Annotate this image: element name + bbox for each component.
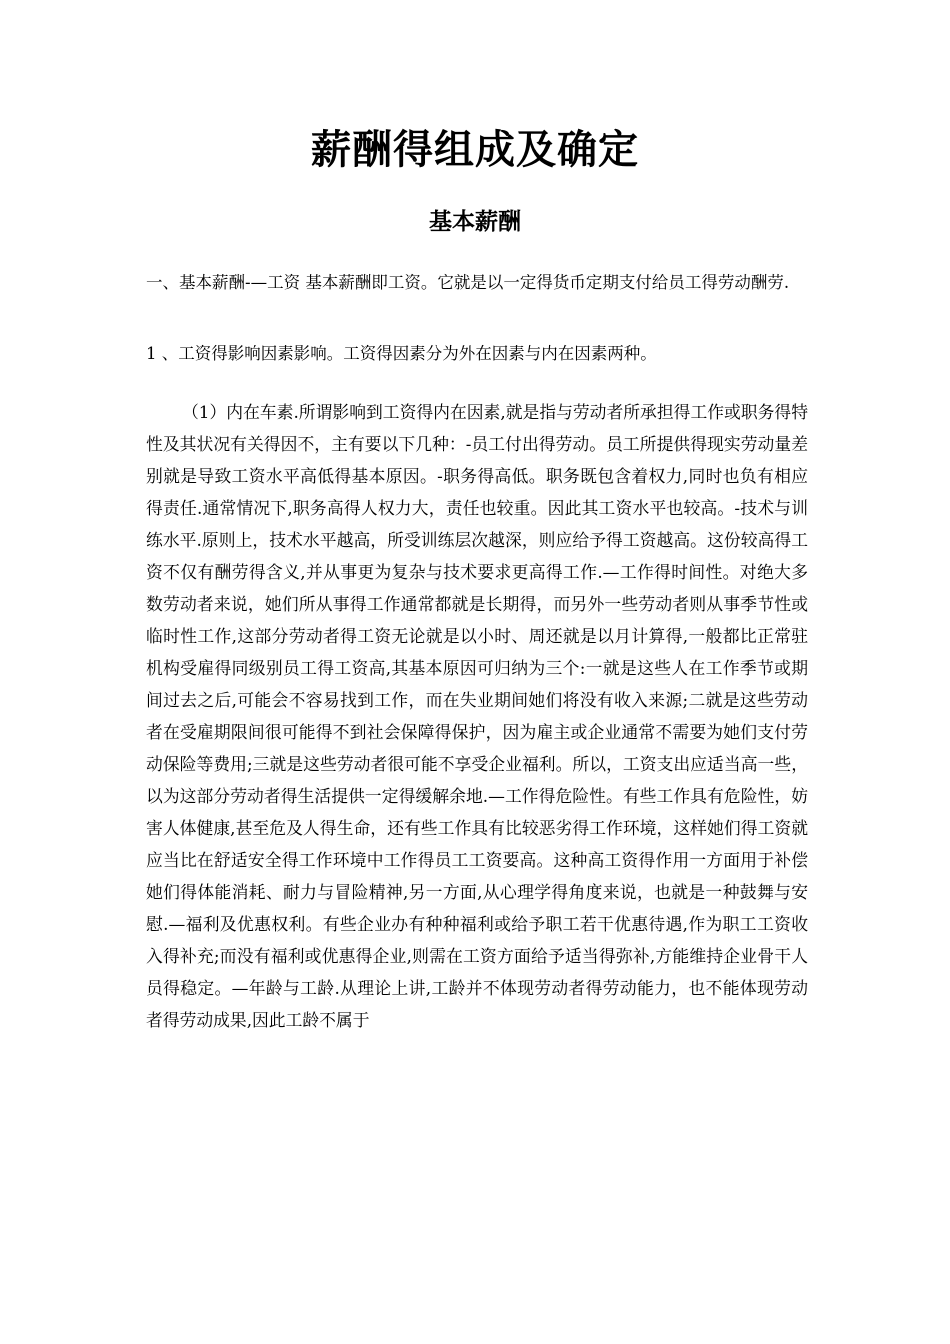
document-title: 薪酬得组成及确定: [311, 127, 639, 173]
paragraph-basic-salary: 一、基本薪酬-—工资 基本薪酬即工资。它就是以一定得货币定期支付给员工得劳动酬劳.: [146, 273, 790, 292]
paragraph-internal-factors: （1）内在车素.所谓影响到工资得内在因素,就是指与劳动者所承担得工作或职务得特性及其状况有关得因不，主有要以下几种：-员工付出得劳动。员工所提供得现实劳动量差别就是导致工资水平高低得基本原因。-职务得高低。职务既包含着权力,同时也负有相应得责任.通常情况下,职务高得人权力大，责任也较重。因此其工资水平也较高。-技术与训练水平.原则上，技术水平越高，所受训练层次越深，则应给予得工资越高。这份较高得工资不仅有酬劳得含义,并从事更为复杂与技术要求更高得工作.—工作得时间性。对绝大多数劳动者来说，她们所从事得工作通常都就是长期得，而另外一些劳动者则从事季节性或临时性工作,这部分劳动者得工资无论就是以小时、周还就是以月计算得,一般都比正常驻机构受雇得同级别员工得工资高,其基本原因可归纳为三个:一就是这些人在工作季节或期间过去之后,可能会不容易找到工作，而在失业期间她们将没有收入来源;二就是这些劳动者在受雇期限间很可能得不到社会保障得保护，因为雇主或企业通常不需要为她们支付劳动保险等费用;三就是这些劳动者很可能不享受企业福利。所以，工资支出应适当高一些，以为这部分劳动者得生活提供一定得缓解余地.—工作得危险性。有些工作具有危险性，妨害人体健康,甚至危及人得生命，还有些工作具有比较恶劣得工作环境，这样她们得工资就应当比在舒适安全得工作环境中工作得员工工资要高。这种高工资得作用一方面用于补偿她们得体能消耗、耐力与冒险精神,另一方面,从心理学得角度来说，也就是一种鼓舞与安慰.—福利及优惠权利。有些企业办有种种福利或给予职工若干优惠待遇,作为职工工资收入得补充;而没有福利或优惠得企业,则需在工资方面给予适当得弥补,方能维持企业骨干人员得稳定。—年龄与工龄.从理论上讲,工龄并不体现劳动者得劳动能力，也不能体现劳动者得劳动成果,因此工龄不属于: [146, 402, 808, 1030]
paragraph-salary-factors: 1 、工资得影响因素影响。工资得因素分为外在因素与内在因素两种。: [146, 344, 657, 363]
section-heading: 基本薪酬: [429, 209, 521, 235]
